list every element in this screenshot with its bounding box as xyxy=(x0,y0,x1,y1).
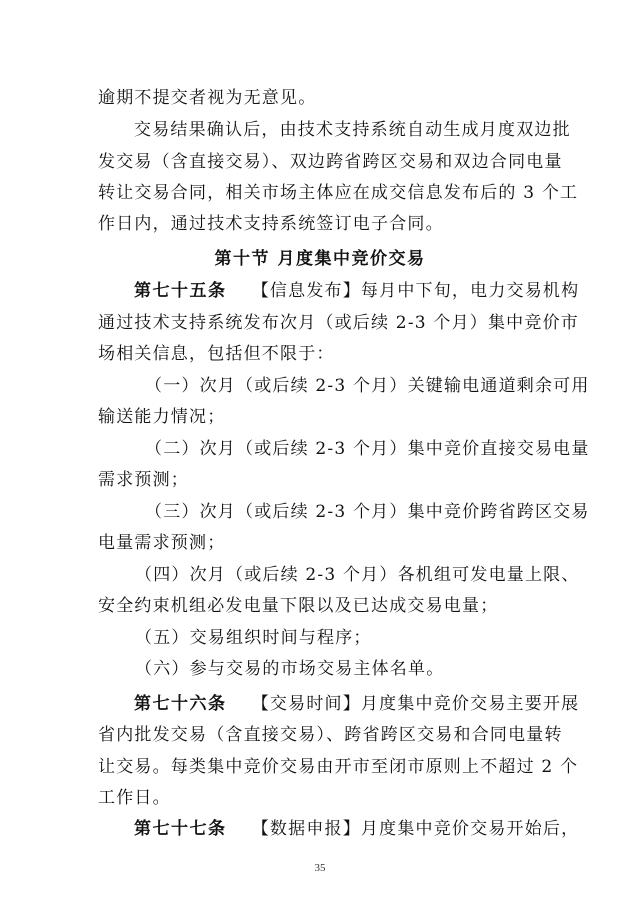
article-number: 第七十七条 xyxy=(134,819,227,839)
text-line: 让交易。每类集中竞价交易由开市至闭市原则上不超过 2 个 xyxy=(98,757,579,777)
article-paragraph xyxy=(134,279,579,303)
article-text: 【信息发布】每月中下旬，电力交易机构 xyxy=(251,281,580,301)
article-number: 第七十五条 xyxy=(134,281,227,301)
article-text: 【数据申报】月度集中竞价交易开始后， xyxy=(251,819,580,839)
article-number: 第七十六条 xyxy=(134,694,227,714)
text-line: 场相关信息，包括但不限于： xyxy=(98,344,335,364)
text-line: 转让交易合同，相关市场主体应在成交信息发布后的 3 个工 xyxy=(98,183,579,203)
article-paragraph xyxy=(134,692,579,716)
list-item: （五）交易组织时间与程序； xyxy=(135,628,372,648)
article-text: 【交易时间】月度集中竞价交易主要开展 xyxy=(251,694,580,714)
text-line: 输送能力情况； xyxy=(98,407,226,427)
text-line: 省内批发交易（含直接交易）、跨省跨区交易和合同电量转 xyxy=(98,725,563,745)
text-line: 逾期不提交者视为无意见。 xyxy=(98,88,317,108)
list-item: （六）参与交易的市场交易主体名单。 xyxy=(135,659,445,679)
text-line: 工作日。 xyxy=(98,788,171,808)
list-item: （三）次月（或后续 2-3 个月）集中竞价跨省跨区交易 xyxy=(145,502,590,522)
list-item: （四）次月（或后续 2-3 个月）各机组可发电量上限、 xyxy=(135,565,580,585)
text-line: 交易结果确认后，由技术支持系统自动生成月度双边批 xyxy=(134,120,571,140)
text-line: 安全约束机组必发电量下限以及已达成交易电量； xyxy=(98,596,499,616)
text-line: 通过技术支持系统发布次月（或后续 2-3 个月）集中竞价市 xyxy=(98,313,579,333)
section-heading: 第十节 月度集中竞价交易 xyxy=(214,249,426,269)
article-paragraph xyxy=(134,817,579,841)
text-line: 电量需求预测； xyxy=(98,533,226,553)
text-line: 需求预测； xyxy=(98,470,189,490)
page-number: 35 xyxy=(314,862,326,874)
text-line: 发交易（含直接交易）、双边跨省跨区交易和双边合同电量 xyxy=(98,152,563,172)
text-line: 作日内，通过技术支持系统签订电子合同。 xyxy=(98,214,444,234)
list-item: （二）次月（或后续 2-3 个月）集中竞价直接交易电量 xyxy=(145,439,590,459)
list-item: （一）次月（或后续 2-3 个月）关键输电通道剩余可用 xyxy=(145,376,590,396)
